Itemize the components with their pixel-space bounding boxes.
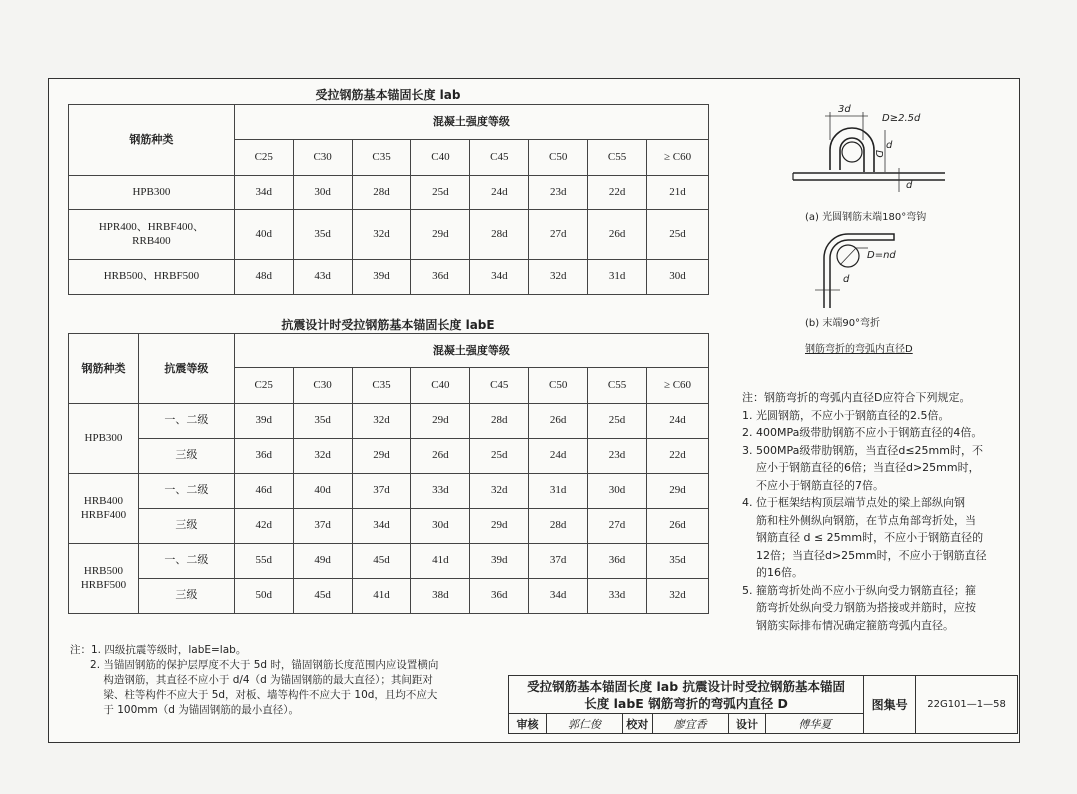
table2-header-type: 钢筋种类	[69, 334, 139, 404]
table1-grade: C25	[234, 140, 293, 176]
table1-grade: ≥ C60	[647, 140, 709, 176]
table-cell: 30d	[411, 509, 470, 544]
bend-90-figure	[810, 228, 920, 310]
note-line: 构造钢筋，其直径不应小于 d/4（d 为锚固钢筋的最大直径）；其间距对	[70, 674, 433, 686]
table2-grade: ≥ C60	[647, 368, 709, 404]
table-cell: 36d	[234, 439, 293, 474]
table-cell: 25d	[647, 210, 709, 260]
table-cell: 29d	[411, 404, 470, 439]
check-label: 校对	[622, 714, 652, 734]
table1-grade: C35	[352, 140, 411, 176]
check-signature: 廖宜香	[652, 714, 728, 734]
table-row	[69, 176, 709, 210]
table-cell: 29d	[352, 439, 411, 474]
table-cell: 41d	[352, 579, 411, 614]
table2-type-label: HRB400 HRBF400	[80, 494, 127, 521]
table-cell: 29d	[470, 509, 529, 544]
table2-type	[69, 474, 139, 544]
table-cell: 49d	[293, 544, 352, 579]
table-cell: 22d	[647, 439, 709, 474]
table-cell: 33d	[588, 579, 647, 614]
table1-grade: C50	[529, 140, 588, 176]
table-cell: 23d	[529, 176, 588, 210]
design-label: 设计	[728, 714, 766, 734]
bottom-notes	[70, 643, 500, 718]
table-cell: 45d	[293, 579, 352, 614]
table-cell: 32d	[352, 210, 411, 260]
table-row	[69, 439, 709, 474]
note-line: 4. 位于框架结构顶层端节点处的梁上部纵向钢	[742, 496, 965, 509]
table1-grade: C30	[293, 140, 352, 176]
table-cell: 55d	[234, 544, 293, 579]
table-cell: 29d	[411, 210, 470, 260]
table-cell: 35d	[293, 210, 352, 260]
table-cell: 36d	[470, 579, 529, 614]
drawing-title-line1: 受拉钢筋基本锚固长度 lab 抗震设计时受拉钢筋基本锚固	[527, 678, 846, 694]
table-cell: 39d	[352, 260, 411, 295]
table-cell: 24d	[529, 439, 588, 474]
table-cell: 23d	[588, 439, 647, 474]
table-cell: 22d	[588, 176, 647, 210]
table1-header-grade: 混凝土强度等级	[234, 105, 708, 140]
table-cell: 37d	[293, 509, 352, 544]
table2-grade: C45	[470, 368, 529, 404]
table-cell: 27d	[529, 210, 588, 260]
table-cell: 50d	[234, 579, 293, 614]
table-cell: 31d	[588, 260, 647, 295]
note-line: 注：钢筋弯折的弯弧内直径D应符合下列规定。	[742, 391, 971, 404]
table-cell: 34d	[234, 176, 293, 210]
label-D-nd: D=nd	[867, 250, 896, 261]
table1-header-type: 钢筋种类	[69, 105, 235, 176]
atlas-label: 图集号	[864, 676, 916, 734]
note-line: 1. 光圆钢筋，不应小于钢筋直径的2.5倍。	[742, 408, 950, 422]
atlas-number: 22G101—1—58	[916, 676, 1018, 734]
note-line: 不应小于钢筋直径的7倍。	[742, 478, 884, 492]
table-cell: 34d	[352, 509, 411, 544]
table-cell: 32d	[470, 474, 529, 509]
table-cell: 35d	[293, 404, 352, 439]
table2-type-label: HRB500 HRBF500	[80, 564, 127, 591]
table2-grade: C50	[529, 368, 588, 404]
label-d-3: d	[843, 274, 850, 285]
table-cell: 42d	[234, 509, 293, 544]
table2-grade: C55	[588, 368, 647, 404]
seismic-level: 三级	[138, 509, 234, 544]
table-row	[69, 404, 709, 439]
table2-header-seismic: 抗震等级	[138, 334, 234, 404]
note-line: 3. 500MPa级带肋钢筋，当直径d≤25mm时，不	[742, 443, 983, 457]
table2-grade: C35	[352, 368, 411, 404]
table1-grade: C45	[470, 140, 529, 176]
table-cell: 28d	[470, 404, 529, 439]
table-cell: 36d	[411, 260, 470, 295]
table2-type: HPB300	[69, 404, 139, 474]
right-notes	[742, 389, 1012, 634]
table-cell: 43d	[293, 260, 352, 295]
title-block	[508, 675, 1018, 734]
note-line: 应小于钢筋直径的6倍；当直径d>25mm时，	[742, 461, 980, 474]
table-row	[69, 509, 709, 544]
note-line: 2. 400MPa级带肋钢筋不应小于钢筋直径的4倍。	[742, 426, 983, 439]
label-d: d	[886, 140, 893, 151]
design-signature: 傅华夏	[766, 714, 864, 734]
table-cell: 24d	[647, 404, 709, 439]
table1-type: HRB500、HRBF500	[69, 260, 235, 295]
table-cell: 32d	[293, 439, 352, 474]
table-cell: 26d	[647, 509, 709, 544]
label-D-min: D≥2.5d	[882, 113, 921, 124]
table2-header-grade: 混凝土强度等级	[234, 334, 708, 368]
table2-grade: C40	[411, 368, 470, 404]
table-cell: 40d	[293, 474, 352, 509]
note-line: 筋弯折处纵向受力钢筋为搭接或并筋时，应按	[742, 601, 976, 614]
review-signature: 郭仁俊	[546, 714, 622, 734]
table-cell: 40d	[234, 210, 293, 260]
table-cell: 28d	[529, 509, 588, 544]
note-line: 于 100mm（d 为锚固钢筋的最小直径）。	[70, 704, 299, 716]
table1-type: HPB300	[69, 176, 235, 210]
review-label: 审核	[509, 714, 547, 734]
table-cell: 30d	[588, 474, 647, 509]
seismic-level: 一、二级	[138, 474, 234, 509]
note-line: 钢筋直径 d ≤ 25mm时，不应小于钢筋直径的	[742, 531, 984, 544]
table-cell: 30d	[647, 260, 709, 295]
table-cell: 41d	[411, 544, 470, 579]
table-cell: 29d	[647, 474, 709, 509]
table1-title: 受拉钢筋基本锚固长度 lab	[315, 88, 461, 102]
table-cell: 35d	[647, 544, 709, 579]
table1-grade: C40	[411, 140, 470, 176]
table-cell: 39d	[470, 544, 529, 579]
table-cell: 27d	[588, 509, 647, 544]
table-cell: 39d	[234, 404, 293, 439]
label-d-2: d	[906, 180, 913, 191]
seismic-level: 一、二级	[138, 544, 234, 579]
table-row	[69, 474, 709, 509]
table2	[68, 333, 709, 614]
seismic-level: 三级	[138, 439, 234, 474]
table-cell: 28d	[352, 176, 411, 210]
drawing-title-line2: 长度 labE 钢筋弯折的弯弧内直径 D	[584, 695, 788, 711]
table1-grade: C55	[588, 140, 647, 176]
note-line: 梁、柱等构件不应大于 5d，对板、墙等构件不应大于 10d，且均不应大	[70, 689, 438, 701]
table2-grade: C30	[293, 368, 352, 404]
seismic-level: 一、二级	[138, 404, 234, 439]
table-cell: 32d	[352, 404, 411, 439]
table-row	[69, 260, 709, 295]
note-line: 钢筋实际排布情况确定箍筋弯弧内直径。	[742, 618, 954, 632]
table-cell: 32d	[529, 260, 588, 295]
note-line: 12倍；当直径d>25mm时，不应小于钢筋直径	[742, 548, 987, 562]
table-row	[69, 210, 709, 260]
table-cell: 25d	[411, 176, 470, 210]
note-line: 注：1. 四级抗震等级时，labE=lab。	[70, 644, 247, 656]
table-cell: 34d	[470, 260, 529, 295]
table-cell: 32d	[647, 579, 709, 614]
label-D: D	[873, 150, 884, 158]
caption-a: (a) 光圆钢筋末端180°弯钩	[805, 212, 927, 223]
table-cell: 48d	[234, 260, 293, 295]
table-row	[69, 544, 709, 579]
note-line: 2. 当锚固钢筋的保护层厚度不大于 5d 时，锚固钢筋长度范围内应设置横向	[70, 659, 439, 671]
table-cell: 24d	[470, 176, 529, 210]
table-cell: 26d	[588, 210, 647, 260]
table-cell: 34d	[529, 579, 588, 614]
table-cell: 36d	[588, 544, 647, 579]
hook-180-figure	[785, 100, 955, 200]
table-cell: 38d	[411, 579, 470, 614]
table1	[68, 104, 709, 295]
seismic-level: 三级	[138, 579, 234, 614]
table-cell: 45d	[352, 544, 411, 579]
table-cell: 26d	[411, 439, 470, 474]
table-cell: 25d	[588, 404, 647, 439]
table-cell: 31d	[529, 474, 588, 509]
table-cell: 37d	[529, 544, 588, 579]
table-cell: 26d	[529, 404, 588, 439]
table-cell: 25d	[470, 439, 529, 474]
note-line: 筋和柱外侧纵向钢筋，在节点角部弯折处，当	[742, 513, 976, 527]
drawing-title	[509, 676, 864, 714]
table-cell: 37d	[352, 474, 411, 509]
table-row	[69, 579, 709, 614]
note-line: 的16倍。	[742, 566, 803, 579]
table2-type	[69, 544, 139, 614]
table-cell: 30d	[293, 176, 352, 210]
label-3d: 3d	[838, 104, 851, 115]
table-cell: 33d	[411, 474, 470, 509]
caption-b: (b) 末端90°弯折	[805, 318, 881, 329]
note-line: 5. 箍筋弯折处尚不应小于纵向受力钢筋直径；箍	[742, 583, 976, 597]
table-cell: 21d	[647, 176, 709, 210]
table1-type: HPR400、HRBF400、RRB400	[69, 210, 235, 260]
table-cell: 28d	[470, 210, 529, 260]
table2-grade: C25	[234, 368, 293, 404]
table2-title: 抗震设计时受拉钢筋基本锚固长度 labE	[281, 318, 495, 332]
figure-caption: 钢筋弯折的弯弧内直径D	[805, 344, 913, 355]
table-cell: 46d	[234, 474, 293, 509]
